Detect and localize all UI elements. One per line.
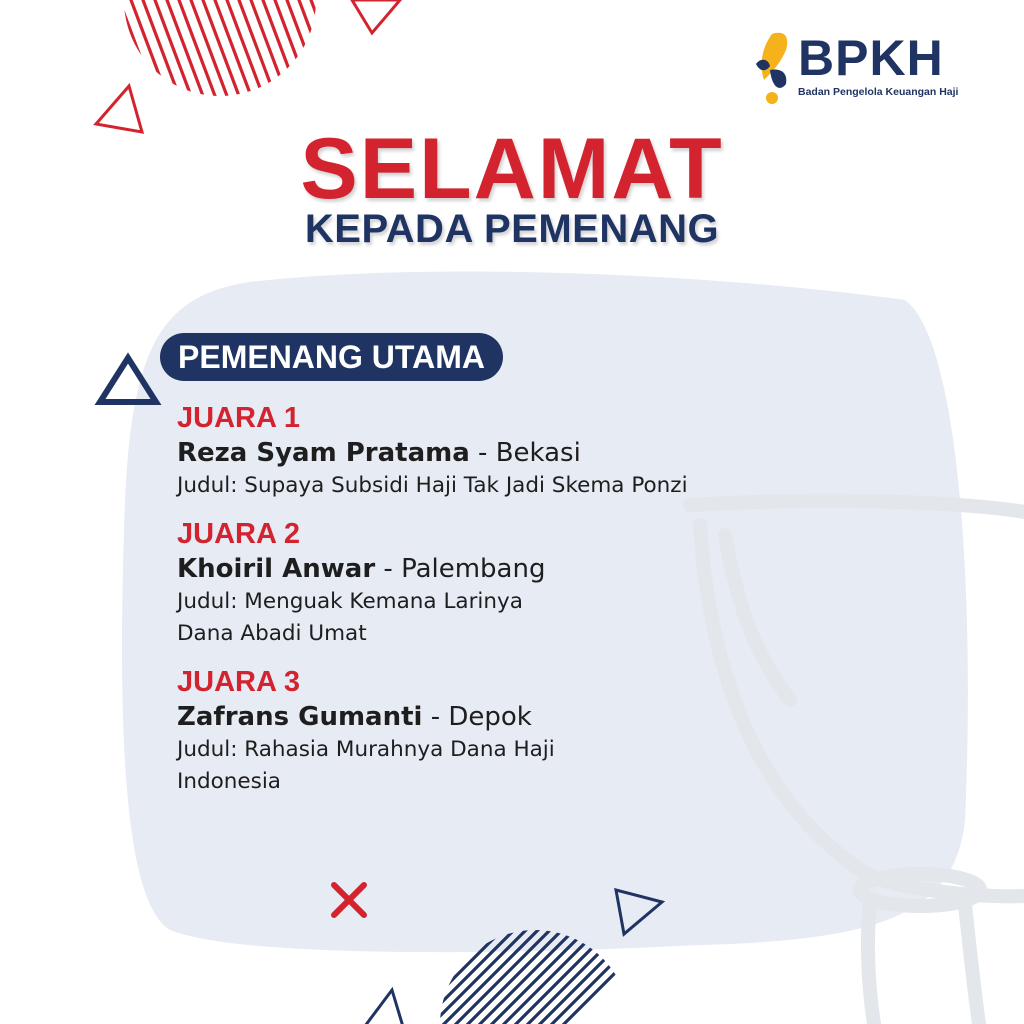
winner-title-line: Dana Abadi Umat (177, 621, 367, 646)
winner-name-line (177, 436, 817, 470)
winner-name: Khoiril Anwar (177, 554, 376, 584)
winner-entry-2 (177, 516, 817, 650)
winner-entry-3 (177, 664, 817, 798)
triangle-outline-icon (362, 990, 404, 1024)
page-title: SELAMAT (300, 121, 724, 217)
page-subtitle: KEPADA PEMENANG (304, 207, 720, 251)
winner-entry-1 (177, 400, 817, 502)
winner-name-line (177, 700, 817, 734)
winner-name: Zafrans Gumanti (177, 702, 423, 732)
winner-title-line: Judul: Rahasia Murahnya Dana Haji (177, 737, 555, 762)
triangle-outline-icon (352, 0, 400, 33)
bpkh-logo (750, 28, 980, 108)
winner-city: - Bekasi (469, 438, 581, 468)
logo-tagline: Badan Pengelola Keuangan Haji (798, 86, 959, 98)
striped-circle-icon (80, 0, 356, 120)
winner-title-line: Judul: Menguak Kemana Larinya (177, 589, 523, 614)
winner-name: Reza Syam Pratama (177, 438, 470, 468)
winner-city: - Palembang (375, 554, 546, 584)
winner-rank: JUARA 3 (177, 666, 301, 698)
section-badge: PEMENANG UTAMA (160, 333, 503, 381)
logo-wordmark: BPKH (798, 30, 944, 86)
winner-title-line: Indonesia (177, 769, 281, 794)
winners-list (177, 400, 817, 812)
winner-rank: JUARA 1 (177, 402, 301, 434)
logo-mark-icon (750, 28, 800, 108)
winner-rank: JUARA 2 (177, 518, 301, 550)
winner-city: - Depok (422, 702, 532, 732)
winner-title-line: Judul: Supaya Subsidi Haji Tak Jadi Skema Ponzi (177, 473, 688, 498)
winner-name-line (177, 552, 817, 586)
